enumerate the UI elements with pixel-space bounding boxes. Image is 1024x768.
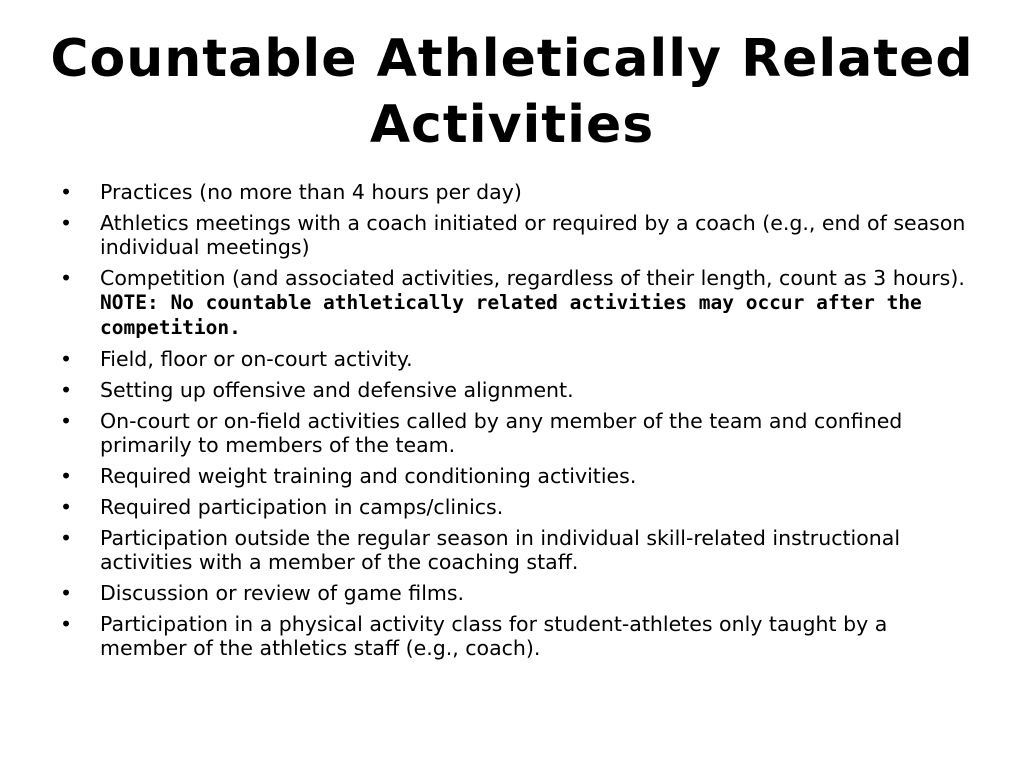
list-item [60,211,970,259]
bullet-text: Field, floor or on-court activity. [100,347,413,371]
bullet-icon: • [60,526,73,550]
bullet-icon: • [60,378,73,402]
bullet-icon: • [60,409,73,433]
bullet-icon: • [60,612,73,636]
list-item [60,347,970,371]
bullet-text: Athletics meetings with a coach initiated or required by a coach (e.g., end of season individual meetings) [100,211,966,259]
bullet-icon: • [60,211,73,235]
bullet-text: Participation outside the regular season in individual skill-related instructional activities with a member of the coaching staff. [100,526,901,574]
bullet-text: On-court or on-field activities called by any member of the team and confined primarily to members of the team. [100,409,903,457]
bullet-text: Required weight training and conditioning activities. [100,464,637,488]
list-item [60,464,970,488]
list-item [60,612,970,660]
list-item [60,581,970,605]
list-item [60,266,970,340]
list-item [60,180,970,204]
bullet-text: Required participation in camps/clinics. [100,495,504,519]
list-item [60,495,970,519]
bullet-icon: • [60,347,73,371]
list-item [60,526,970,574]
bullet-icon: • [60,180,73,204]
list-item [60,378,970,402]
bullet-text: Competition (and associated activities, regardless of their length, count as 3 hours). [100,266,965,290]
bullet-text: Discussion or review of game films. [100,581,465,605]
list-item [60,409,970,457]
bullet-text: Practices (no more than 4 hours per day) [100,180,522,204]
bullet-text: Setting up offensive and defensive alignment. [100,378,574,402]
bullet-note: NOTE: No countable athletically related activities may occur after the competition. [100,291,922,339]
bullet-icon: • [60,266,73,290]
bullet-icon: • [60,464,73,488]
bullet-icon: • [60,495,73,519]
bullet-list [60,180,970,667]
bullet-text: Participation in a physical activity class for student-athletes only taught by a member of the athletics staff (e.g., coach). [100,612,888,660]
slide-title: Countable Athletically Related Activities [50,29,974,155]
bullet-icon: • [60,581,73,605]
